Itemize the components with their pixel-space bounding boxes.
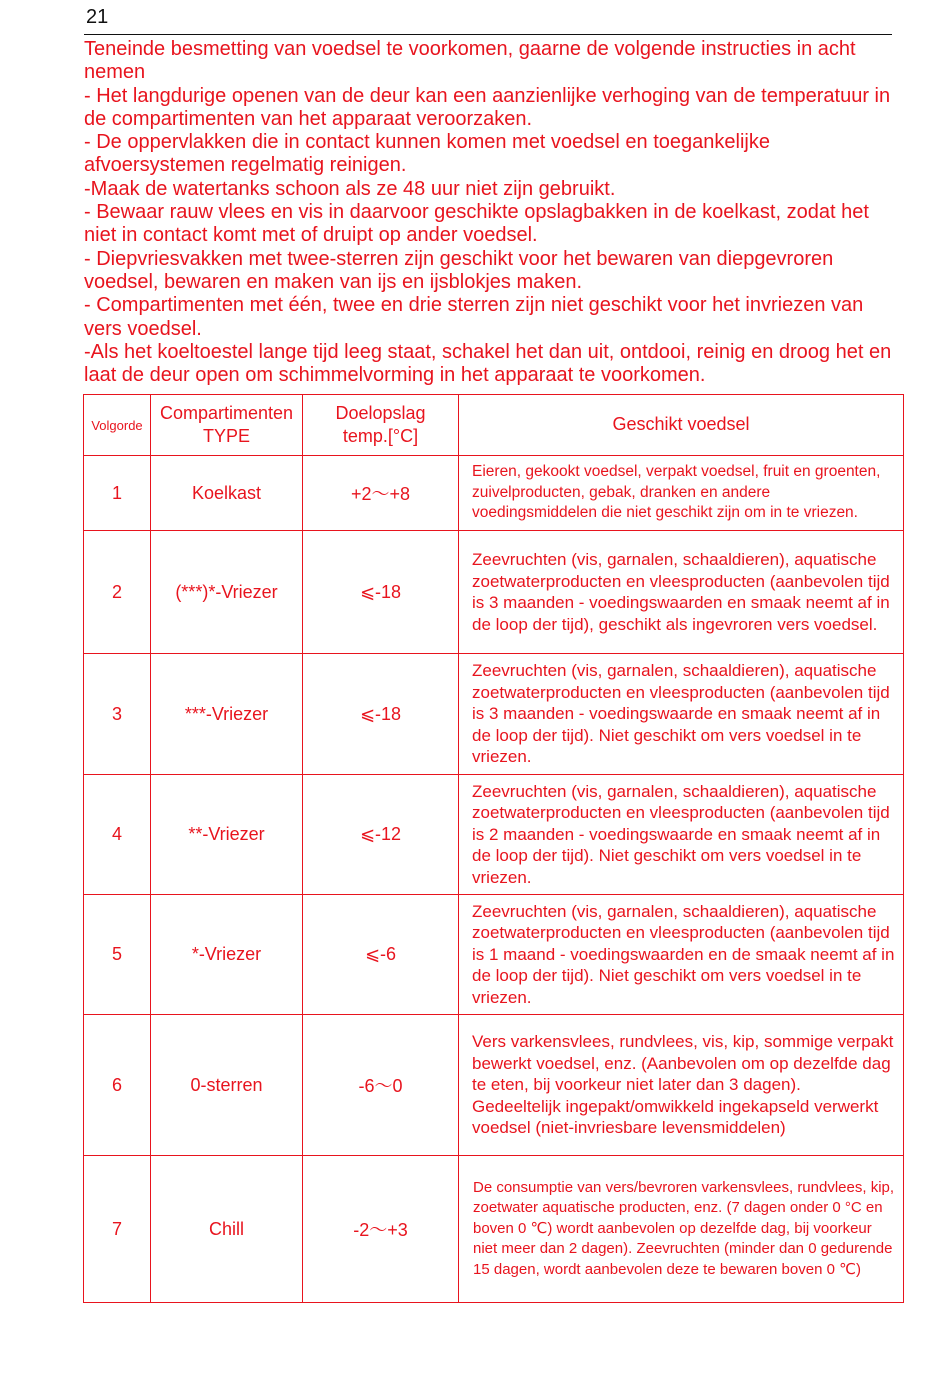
- intro-line: - Bewaar rauw vlees en vis in daarvoor geschikte opslagbakken in de koelkast, zodat het niet in contact komt met of druipt op ander voedsel.: [84, 201, 869, 247]
- page-number: 21: [86, 6, 109, 28]
- intro-line: - Compartimenten met één, twee en drie sterren zijn niet geschikt voor het invriezen van vers voedsel.: [84, 294, 864, 340]
- intro-line: -Als het koeltoestel lange tijd leeg staat, schakel het dan uit, ontdooi, reinig en droog het en laat de deur open om schimmelvorming in het apparaat te voorkomen.: [84, 340, 892, 387]
- table-row: [84, 895, 904, 1015]
- row-temp: ⩽-6: [303, 895, 459, 1015]
- intro-line: Teneinde besmetting van voedsel te voorkomen, gaarne de volgende instructies in acht nemen: [84, 38, 856, 84]
- row-seq: 4: [84, 775, 151, 895]
- intro-line: -Maak de watertanks schoon als ze 48 uur niet zijn gebruikt.: [84, 177, 616, 200]
- header-type: [151, 395, 303, 456]
- table-row: [84, 1015, 904, 1156]
- row-type: (***)*-Vriezer: [151, 531, 303, 654]
- table-row: [84, 531, 904, 654]
- row-temp: ⩽-12: [303, 775, 459, 895]
- header-food: Geschikt voedsel: [459, 395, 904, 456]
- row-food-extra: Gedeeltelijk ingepakt/omwikkeld ingekapseld verwerkt voedsel (niet-invriesbare levensmiddelen): [472, 1096, 879, 1138]
- storage-table: [83, 394, 904, 1303]
- row-food: Zeevruchten (vis, garnalen, schaaldieren), aquatische zoetwaterproducten en vleesproducten (aanbevolen tijd is 2 maanden - voedingswaarde en smaak neemt af in de loop der tijd). Niet geschikt om vers voedsel in te vriezen.: [459, 775, 904, 895]
- row-type: Koelkast: [151, 456, 303, 531]
- row-temp: ⩽-18: [303, 531, 459, 654]
- table-row: [84, 1156, 904, 1303]
- row-seq: 1: [84, 456, 151, 531]
- header-rule: [84, 34, 892, 35]
- row-food: Eieren, gekookt voedsel, verpakt voedsel, fruit en groenten, zuivelproducten, gebak, dranken en andere voedingsmiddelen die niet geschikt zijn om in te vriezen.: [459, 456, 904, 531]
- intro-line: - De oppervlakken die in contact kunnen komen met voedsel en toegankelijke afvoersystemen regelmatig reinigen.: [84, 131, 770, 177]
- row-temp: ⩽-18: [303, 654, 459, 775]
- row-seq: 5: [84, 895, 151, 1015]
- row-seq: 2: [84, 531, 151, 654]
- header-seq: Volgorde: [84, 395, 151, 456]
- intro-line: - Diepvriesvakken met twee-sterren zijn geschikt voor het bewaren van diepgevroren voedsel, bewaren en maken van ijs en ijsblokjes maken.: [84, 247, 834, 293]
- row-food-main: Vers varkensvlees, rundvlees, vis, kip, sommige verpakt bewerkt voedsel, enz. (Aanbevolen om op dezelfde dag te eten, bij voorkeur niet later dan 3 dagen).: [472, 1032, 894, 1095]
- row-food: Zeevruchten (vis, garnalen, schaaldieren), aquatische zoetwaterproducten en vleesproducten (aanbevolen tijd is 3 maanden - voedingswaarde en smaak neemt af in de loop der tijd). Niet geschikt om vers voedsel in te vriezen.: [459, 654, 904, 775]
- row-food: De consumptie van vers/bevroren varkensvlees, rundvlees, kip, zoetwater aquatische producten, enz. (7 dagen onder 0 °C en boven 0 ℃) wordt aanbevolen op dezelfde dag, bij voorkeur niet meer dan 2 dagen). Zeevruchten (minder dan 0 gedurende 15 dagen, wordt aanbevolen deze te bewaren boven 0 ℃): [459, 1156, 904, 1303]
- row-seq: 3: [84, 654, 151, 775]
- intro-line: - Het langdurige openen van de deur kan een aanzienlijke verhoging van de temperatuur in de compartimenten van het apparaat veroorzaken.: [84, 84, 891, 130]
- row-type: 0-sterren: [151, 1015, 303, 1156]
- header-temp-line1: Doelopslag: [335, 403, 426, 423]
- row-type: *-Vriezer: [151, 895, 303, 1015]
- row-food: Zeevruchten (vis, garnalen, schaaldieren), aquatische zoetwaterproducten en vleesproducten (aanbevolen tijd is 3 maanden - voedingswaarden en smaak neemt af in de loop der tijd), geschikt als ingevroren vers voedsel.: [459, 531, 904, 654]
- table-header-row: [84, 395, 904, 456]
- intro-instructions: [84, 38, 896, 387]
- header-type-line1: Compartimenten: [159, 403, 294, 423]
- row-type: ***-Vriezer: [151, 654, 303, 775]
- header-type-line2: TYPE: [202, 426, 250, 446]
- row-temp: -6～0: [303, 1015, 459, 1156]
- table-row: [84, 654, 904, 775]
- row-type: Chill: [151, 1156, 303, 1303]
- row-food: [459, 1015, 904, 1156]
- row-type: **-Vriezer: [151, 775, 303, 895]
- header-temp: [303, 395, 459, 456]
- table-row: [84, 775, 904, 895]
- row-seq: 6: [84, 1015, 151, 1156]
- row-temp: -2～+3: [303, 1156, 459, 1303]
- row-seq: 7: [84, 1156, 151, 1303]
- row-food: Zeevruchten (vis, garnalen, schaaldieren), aquatische zoetwaterproducten en vleesproducten (aanbevolen tijd is 1 maand - voedingswaarden en de smaak neemt af in de loop der tijd). Niet geschikt om vers voedsel in te vriezen.: [459, 895, 904, 1015]
- table-row: [84, 456, 904, 531]
- row-temp: +2～+8: [303, 456, 459, 531]
- header-temp-line2: temp.[°C]: [342, 426, 419, 446]
